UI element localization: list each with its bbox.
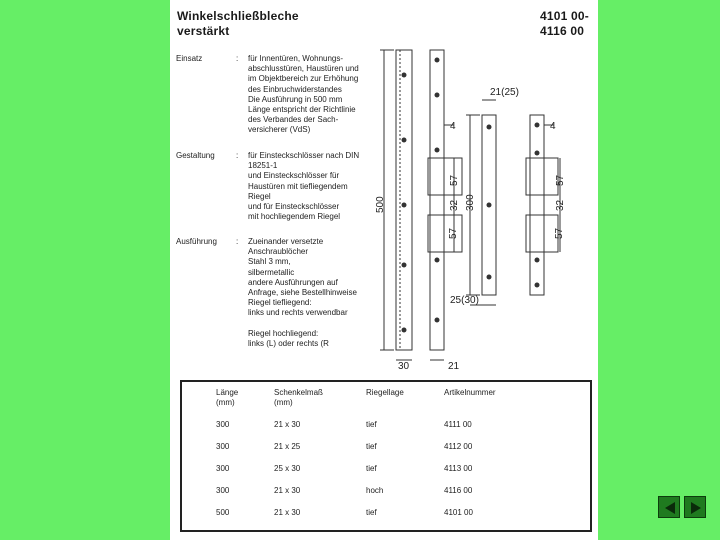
dimension-label: 57 xyxy=(554,227,565,239)
dimension-label: 32 xyxy=(555,199,566,211)
text-line: Zueinander versetzte xyxy=(248,237,324,246)
screw-hole xyxy=(487,125,492,130)
table-header-article-number xyxy=(444,388,496,398)
screw-hole xyxy=(535,123,540,128)
table-cell: tief xyxy=(366,442,377,451)
text-line: links (L) oder rechts (R xyxy=(248,339,329,349)
section-label-ausfuehrung: Ausführung xyxy=(176,237,217,246)
dimension-label: 57 xyxy=(449,174,460,186)
screw-hole xyxy=(487,203,492,208)
screw-hole xyxy=(535,283,540,288)
text-line: und für Einsteckschlösser xyxy=(248,202,340,212)
table-cell: tief xyxy=(366,420,377,429)
table-cell: 4112 00 xyxy=(444,442,473,451)
section-text-einsatz xyxy=(248,54,359,136)
dimension-label: 21 xyxy=(448,361,460,372)
table-header-bolt-position xyxy=(366,388,404,398)
table-cell: 21 x 30 xyxy=(274,508,301,517)
slide-navigation xyxy=(658,496,706,518)
text-line: des Einbruchwiderstandes xyxy=(248,84,342,94)
table-header-length xyxy=(216,388,238,408)
text-line: Riegel xyxy=(248,191,271,201)
section-colon: : xyxy=(236,151,239,160)
triangle-right-icon xyxy=(688,500,704,516)
text-line: Riegel hochliegend: xyxy=(248,328,319,338)
header-line: Länge xyxy=(216,388,239,397)
table-cell: 21 x 30 xyxy=(274,486,301,495)
plate-300-side xyxy=(530,115,544,295)
section-text-ausfuehrung xyxy=(248,237,357,349)
table-cell: 300 xyxy=(216,486,230,495)
text-line xyxy=(248,319,357,329)
strike-slot-upper-short xyxy=(526,158,558,195)
table-cell: 300 xyxy=(216,420,230,429)
table-cell: tief xyxy=(366,464,377,473)
text-line: silbermetallic xyxy=(248,267,295,277)
dimension-label: 500 xyxy=(375,196,386,213)
dimension-label: 57 xyxy=(555,174,566,186)
dimension-label: 32 xyxy=(449,199,460,211)
screw-hole xyxy=(435,258,440,263)
previous-slide-button[interactable] xyxy=(658,496,680,518)
text-line: versicherer (VdS) xyxy=(248,125,311,135)
article-number-line-2: 4116 00 xyxy=(540,24,585,38)
left-background xyxy=(0,0,170,540)
text-line: Die Ausführung in 500 mm xyxy=(248,94,343,104)
dimension-label: 4 xyxy=(550,121,556,132)
text-line: Haustüren mit tiefliegendem xyxy=(248,181,348,191)
text-line: abschlusstüren, Haustüren und xyxy=(248,64,359,74)
text-line: Anschraublöcher xyxy=(248,247,309,257)
screw-hole xyxy=(435,318,440,323)
table-cell: 500 xyxy=(216,508,230,517)
text-line: andere Ausführungen auf xyxy=(248,277,338,287)
text-line: 18251-1 xyxy=(248,161,278,171)
dimension-label: 57 xyxy=(448,227,459,239)
dimension-label: 30 xyxy=(398,361,410,372)
triangle-left-icon xyxy=(662,500,678,516)
plate-500-front xyxy=(396,50,412,350)
title-line-2: verstärkt xyxy=(177,24,230,38)
header-line: (mm) xyxy=(274,398,293,407)
text-line: Länge entspricht der Richtlinie xyxy=(248,105,356,115)
text-line: und Einsteckschlösser für xyxy=(248,171,340,181)
table-cell: tief xyxy=(366,508,377,517)
screw-hole xyxy=(402,138,407,143)
table-header-leg-size xyxy=(274,388,323,408)
screw-hole xyxy=(402,73,407,78)
screw-hole xyxy=(402,328,407,333)
text-line: des Verbandes der Sach- xyxy=(248,115,339,125)
section-label-einsatz: Einsatz xyxy=(176,54,203,63)
text-line: mit hochliegendem Riegel xyxy=(248,212,341,222)
article-number-line-1: 4101 00- xyxy=(540,9,589,23)
title-line-1: Winkelschließbleche xyxy=(177,9,299,23)
section-label-gestaltung: Gestaltung xyxy=(176,151,215,160)
text-line: Riegel tiefliegend: xyxy=(248,298,312,308)
table-cell: 300 xyxy=(216,464,230,473)
text-line: Stahl 3 mm, xyxy=(248,257,291,267)
screw-hole xyxy=(435,58,440,63)
text-line: im Objektbereich zur Erhöhung xyxy=(248,74,359,84)
table-cell: 4111 00 xyxy=(444,420,472,429)
screw-hole xyxy=(435,93,440,98)
table-cell: 300 xyxy=(216,442,230,451)
screw-hole xyxy=(402,203,407,208)
screw-hole xyxy=(535,258,540,263)
header-line: Riegellage xyxy=(366,388,404,397)
screw-hole xyxy=(402,263,407,268)
text-line: für Einsteckschlösser nach DIN xyxy=(248,151,360,160)
text-line: Anfrage, siehe Bestellhinweise xyxy=(248,288,357,298)
section-colon: : xyxy=(236,237,239,246)
dimension-label: 4 xyxy=(450,121,456,132)
header-line: Schenkelmaß xyxy=(274,388,323,397)
header-line: (mm) xyxy=(216,398,235,407)
dimension-label: 21(25) xyxy=(490,87,519,98)
table-cell: 21 x 30 xyxy=(274,420,301,429)
table-cell: 21 x 25 xyxy=(274,442,301,451)
screw-hole xyxy=(487,275,492,280)
table-cell: 4101 00 xyxy=(444,508,473,517)
table-cell: 4113 00 xyxy=(444,464,473,473)
screw-hole xyxy=(535,151,540,156)
document-page xyxy=(170,0,598,540)
right-background xyxy=(598,0,720,540)
header-line: Artikelnummer xyxy=(444,388,496,397)
table-cell: hoch xyxy=(366,486,384,495)
text-line: für Innentüren, Wohnungs- xyxy=(248,54,344,63)
technical-drawing xyxy=(370,45,598,375)
section-colon: : xyxy=(236,54,239,63)
article-table xyxy=(180,380,592,532)
table-cell: 4116 00 xyxy=(444,486,473,495)
table-cell: 25 x 30 xyxy=(274,464,301,473)
dimension-label: 300 xyxy=(465,194,476,211)
dimension-label: 25(30) xyxy=(450,295,479,306)
section-text-gestaltung xyxy=(248,151,359,222)
screw-hole xyxy=(435,148,440,153)
next-slide-button[interactable] xyxy=(684,496,706,518)
text-line: links und rechts verwendbar xyxy=(248,308,348,318)
